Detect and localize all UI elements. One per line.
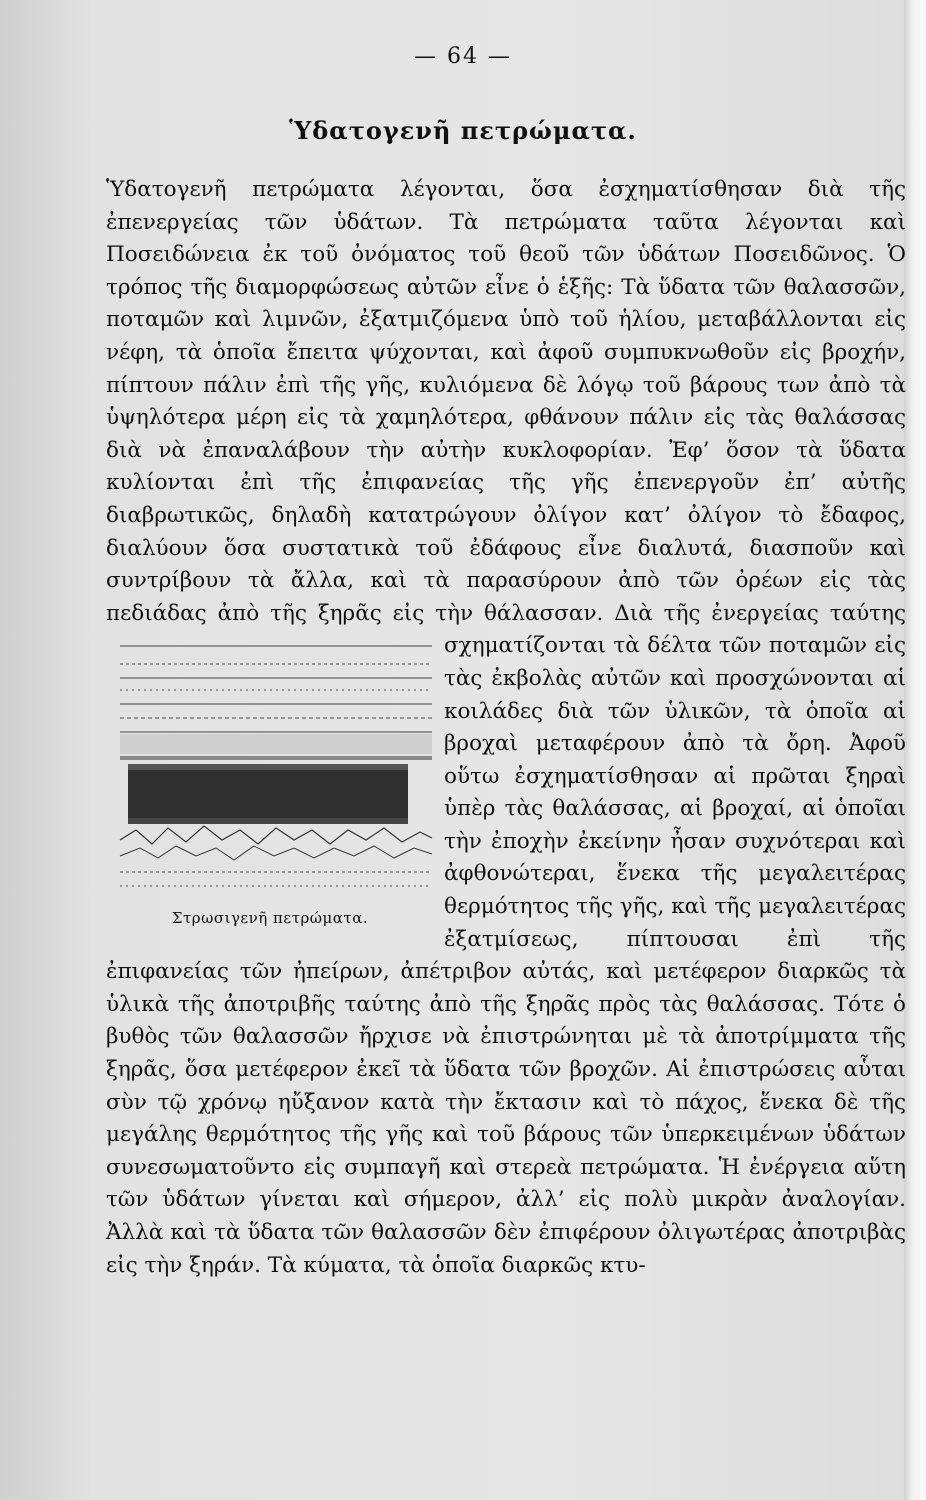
figure-caption: Στρωσιγενῆ πετρώματα.: [171, 909, 369, 928]
section-heading: Ὑδατογενῆ πετρώματα.: [289, 116, 637, 145]
paragraph-after-figure: Διὰ τῆς ἐνεργείας ταύτης σχηματίζονται τὰ δέλτα τῶν ποταμῶν εἰς τὰς ἐκβολὰς αὐτῶν καὶ προσχώνονται αἱ κοιλάδες διὰ τῶν ὑλικῶν, τὰ ὁποῖα αἱ βροχαὶ μεταφέρουν ἀπὸ τὰ ὄρη. Ἀφοῦ οὕτω ἐσχηματίσθησαν αἱ πρῶται ξηραὶ ὑπὲρ τὰς θαλάσσας, αἱ βροχαί, αἱ ὁποῖαι τὴν ἐποχὴν ἐκείνην ἦσαν συχνότεραι καὶ ἀφθονώτεραι, ἕνεκα τῆς μεγαλειτέρας θερμότητος τῆς γῆς, καὶ τῆς μεγαλειτέρας ἐξατμίσεως, πίπτουσαι ἐπὶ τῆς ἐπιφανείας τῶν ἠπείρων, ἀπέτριβον αὐτάς, καὶ μετέφερον διαρκῶς τὰ ὑλικὰ τῆς ἀποτριβῆς ταύτης ἀπὸ τῆς ξηρᾶς πρὸς τὰς θαλάσσας. Τότε ὁ βυθὸς τῶν θαλασσῶν ἤρχισε νὰ ἐπιστρώνηται μὲ τὰ ἀποτρίμματα τῆς ξηρᾶς, ὅσα μετέφερον ἐκεῖ τὰ ὕδατα τῶν βροχῶν. Αἱ ἐπιστρώσεις αὗται σὺν τῷ χρόνῳ ηὔξανον κατὰ τὴν ἔκτασιν καὶ τὸ πάχος, ἕνεκα δὲ τῆς μεγάλης θερμότητος τῆς γῆς καὶ τοῦ βάρους τῶν ὑπερκειμένων ὑδάτων συνεσωματοῦντο εἰς συμπαγῆ καὶ στερεὰ πετρώματα. Ἡ ἐνέργεια αὕτη τῶν ὑδάτων γίνεται καὶ σήμερον, ἀλλ’ εἰς πολὺ μικρὰν ἀναλογίαν. Ἀλλὰ καὶ τὰ ὕδατα τῶν θαλασσῶν δὲν ἐπιφέρουν ὀλιγωτέρας ἀποτριβὰς εἰς τὴν ξηράν. Τὰ κύματα, τὰ ὁποῖα διαρκῶς κτυ-: [106, 600, 906, 1278]
page-binding-edge: [904, 0, 926, 1500]
paragraph-before-figure: Ὑδατογενῆ πετρώματα λέγονται, ὅσα ἐσχηματίσθησαν διὰ τῆς ἐπενεργείας τῶν ὑδάτων. Τὰ πετρώματα ταῦτα λέγονται καὶ Ποσειδώνεια ἐκ τοῦ ὀνόματος τοῦ θεοῦ τῶν ὑδάτων Ποσειδῶνος. Ὁ τρόπος τῆς διαμορφώσεως αὐτῶν εἶνε ὁ ἑξῆς: Τὰ ὕδατα τῶν θαλασσῶν, ποταμῶν καὶ λιμνῶν, ἐξατμιζόμενα ὑπὸ τοῦ ἡλίου, μεταβάλλονται εἰς νέφη, τὰ ὁποῖα ἔπειτα ψύχονται, καὶ ἀφοῦ συμπυκνωθοῦν εἰς βροχήν, πίπτουν πάλιν ἐπὶ τῆς γῆς, κυλιόμενα δὲ λόγῳ τοῦ βάρους των ἀπὸ τὰ ὑψηλότερα μέρη εἰς τὰ χαμηλότερα, φθάνουν πάλιν εἰς τὰς θαλάσσας διὰ νὰ ἐπαναλάβουν τὴν αὐτὴν κυκλοφορίαν. Ἐφ’ ὅσον τὰ ὕδατα κυλίονται ἐπὶ τῆς ἐπιφανείας τῆς γῆς ἐπενεργοῦν ἐπ’ αὐτῆς διαβρωτικῶς, δηλαδὴ κατατρώγουν ὀλίγον κατ’ ὀλίγον τὸ ἔδαφος, διαλύουν ὅσα συστατικὰ τοῦ ἐδάφους εἶνε διαλυτά, διασποῦν καὶ συντρίβουν τὰ ἄλλα, καὶ τὰ παρασύρουν ἀπὸ τῶν ὀρέων εἰς τὰς πεδιάδας ἀπὸ τῆς ξηρᾶς εἰς τὴν θάλασσαν.: [106, 177, 906, 626]
page-number: — 64 —: [414, 44, 512, 69]
stratified-rock-illustration: [106, 634, 434, 896]
body-text: [106, 174, 906, 1282]
strata-figure: [106, 634, 434, 928]
